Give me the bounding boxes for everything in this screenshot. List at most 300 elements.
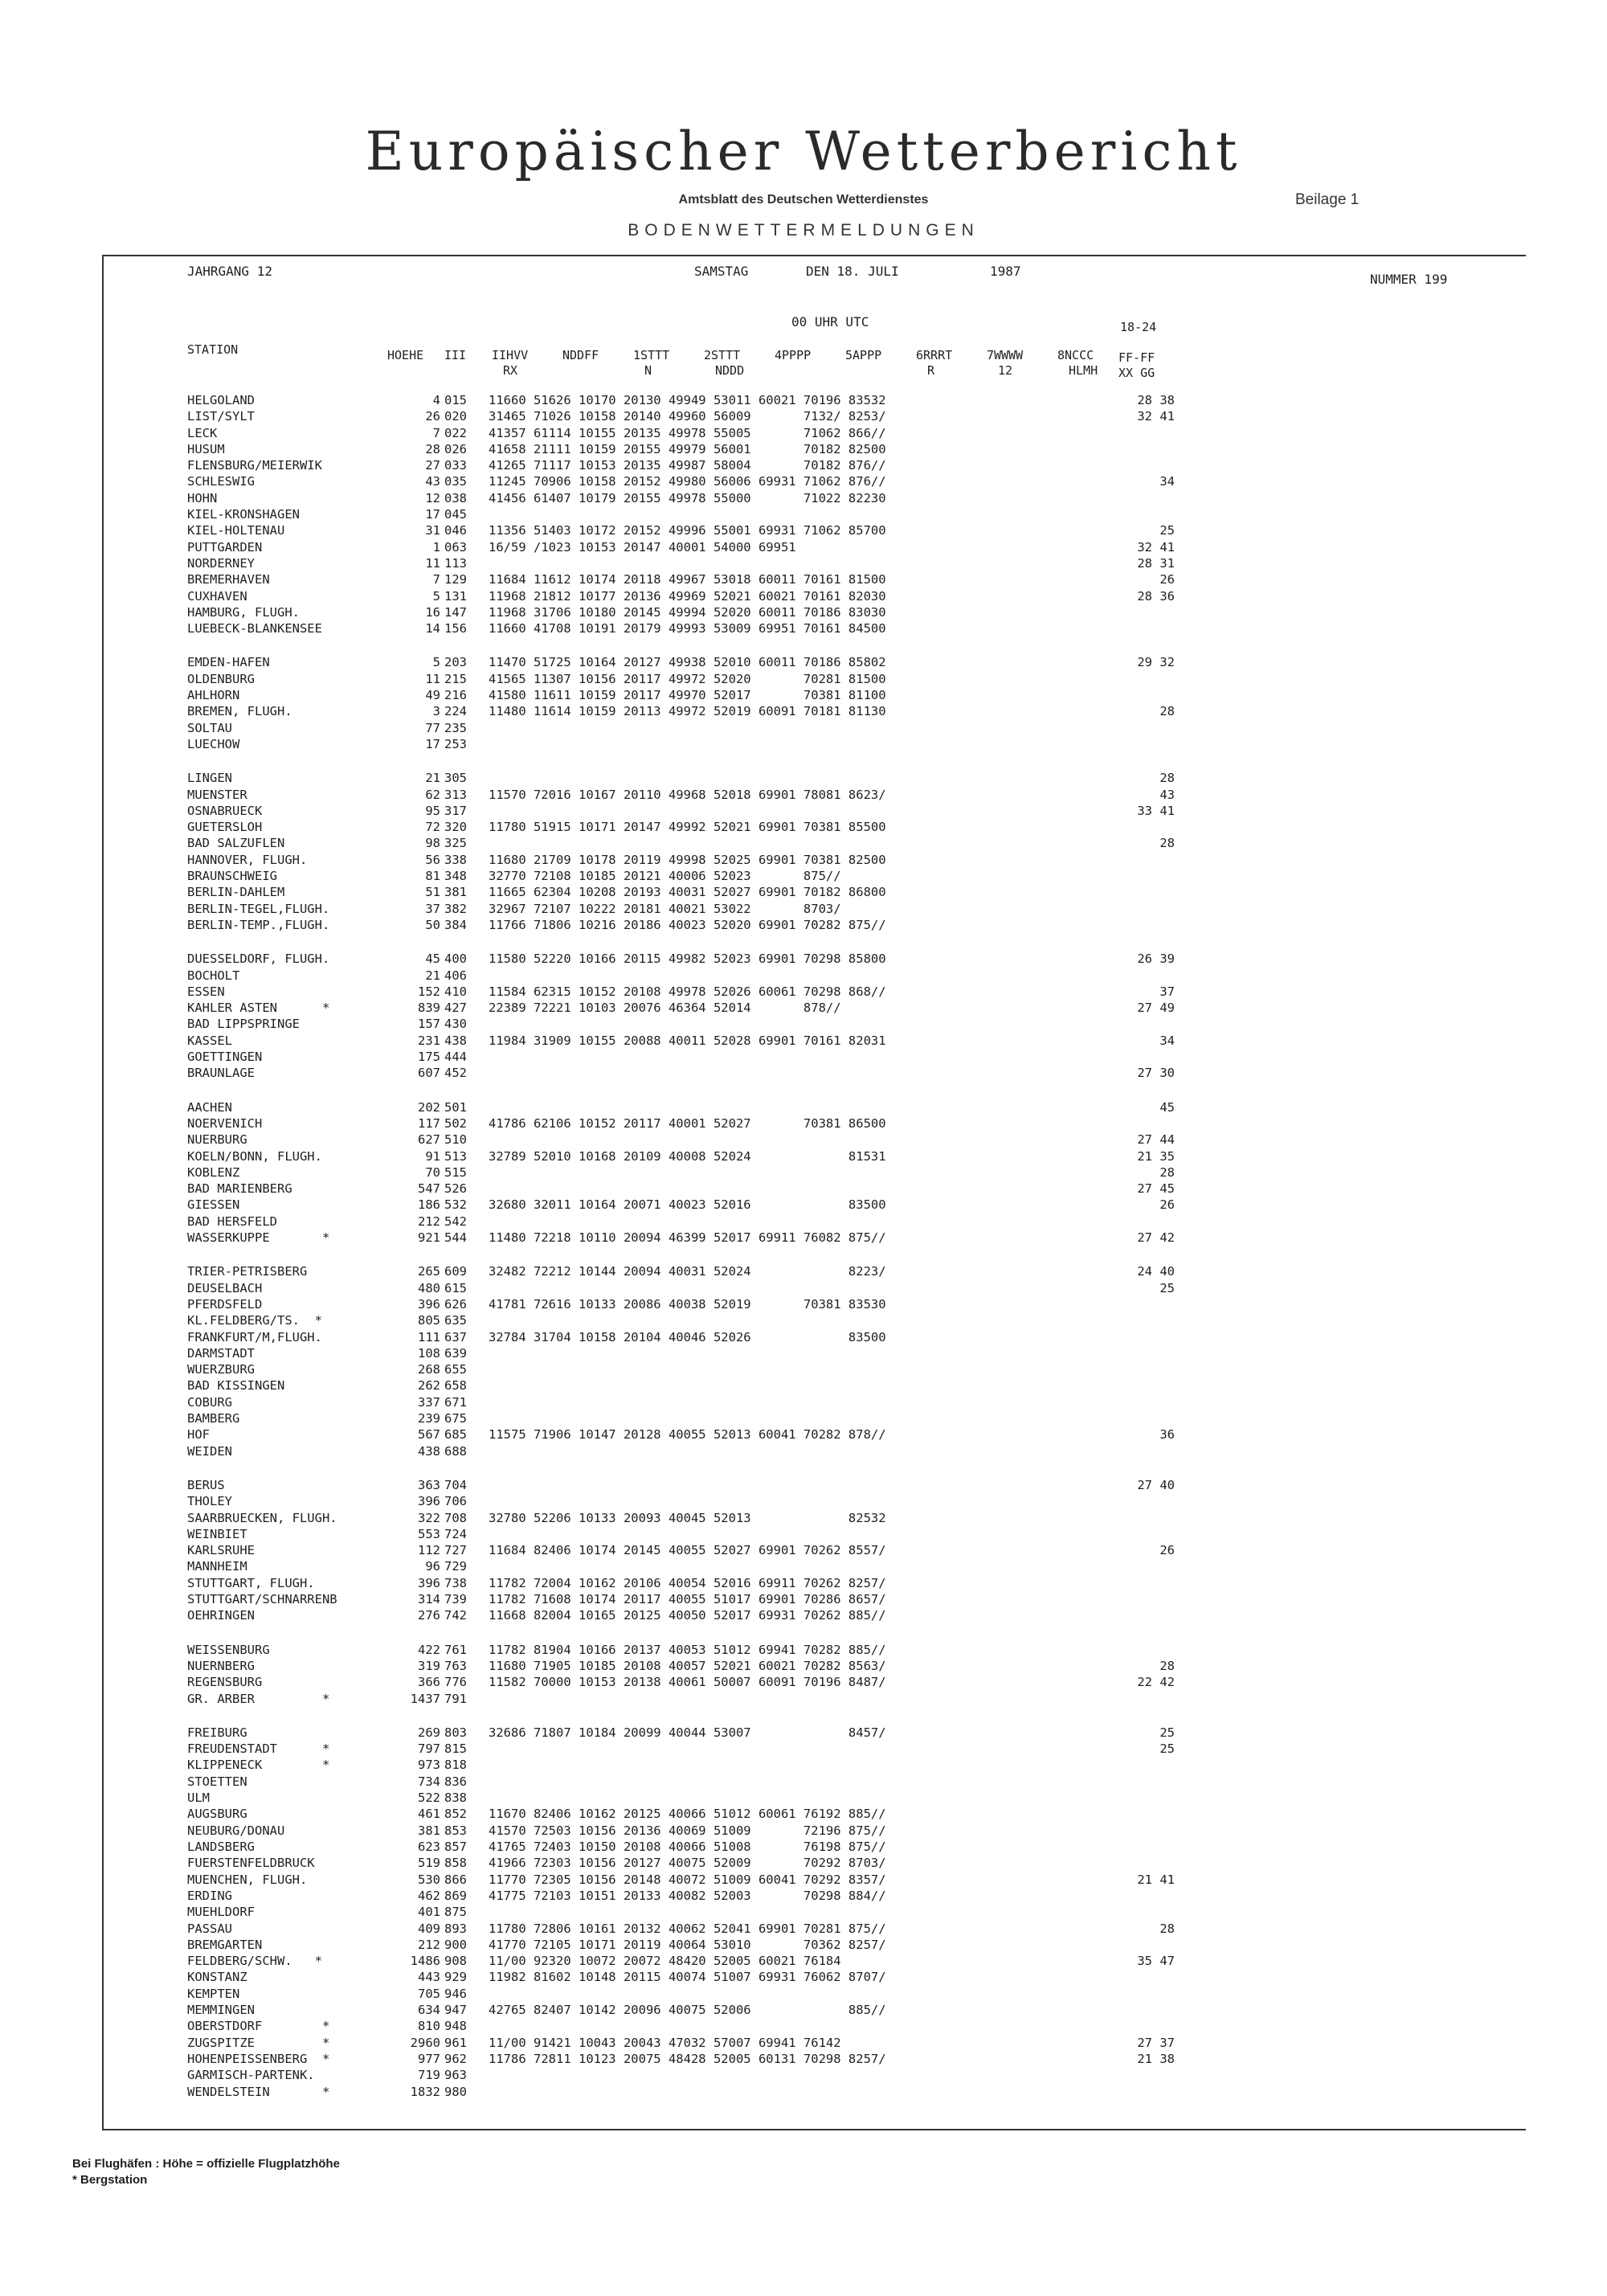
wind-gusts: 27 40 <box>1137 1478 1175 1492</box>
station-name: NORDERNEY <box>187 556 255 571</box>
station-height: 810 <box>418 2019 440 2033</box>
station-height: 921 <box>418 1230 440 1245</box>
column-header: III <box>444 348 467 362</box>
wind-gusts: 27 37 <box>1137 2036 1175 2050</box>
station-height: 322 <box>418 1511 440 1525</box>
wind-gusts: 27 42 <box>1137 1230 1175 1245</box>
station-height: 522 <box>418 1791 440 1805</box>
station-height: 1 <box>432 540 440 555</box>
station-id: 908 <box>444 1954 467 1968</box>
station-row <box>0 1197 1607 1213</box>
station-height: 438 <box>418 1444 440 1459</box>
observation-groups: 41580 11611 10159 20117 49970 52017 70381 81100 <box>489 688 886 702</box>
station-row <box>0 1774 1607 1790</box>
station-row <box>0 1872 1607 1888</box>
observation-groups: 41456 61407 10179 20155 49978 55000 71022 82230 <box>489 491 886 505</box>
station-id: 438 <box>444 1033 467 1048</box>
station-height: 553 <box>418 1527 440 1541</box>
station-name: LANDSBERG <box>187 1840 255 1854</box>
station-id: 410 <box>444 984 467 999</box>
station-row <box>0 1823 1607 1839</box>
station-name: MUENCHEN, FLUGH. <box>187 1872 308 1887</box>
station-id: 947 <box>444 2003 467 2017</box>
observation-groups: 11470 51725 10164 20127 49938 52010 60011 70186 85802 <box>489 655 886 669</box>
station-row <box>0 1937 1607 1953</box>
station-height: 839 <box>418 1001 440 1015</box>
station-id: 803 <box>444 1725 467 1740</box>
station-height: 231 <box>418 1033 440 1048</box>
observation-groups: 11582 70000 10153 20138 40061 50007 60091 70196 8487/ <box>489 1675 886 1689</box>
station-name: MANNHEIM <box>187 1559 247 1574</box>
station-name: KAHLER ASTEN * <box>187 1001 330 1015</box>
station-id: 818 <box>444 1758 467 1772</box>
station-row <box>0 1213 1607 1230</box>
wind-gusts: 34 <box>1159 474 1175 489</box>
station-height: 14 <box>425 621 440 636</box>
station-id: 305 <box>444 771 467 785</box>
station-id: 708 <box>444 1511 467 1525</box>
observation-groups: 11782 72004 10162 20106 40054 52016 69911 70262 8257/ <box>489 1576 886 1590</box>
station-row <box>0 1426 1607 1443</box>
station-row <box>0 473 1607 489</box>
station-row <box>0 736 1607 752</box>
station-height: 51 <box>425 885 440 899</box>
station-id: 929 <box>444 1970 467 1984</box>
wind-gusts: 28 <box>1159 836 1175 850</box>
station-row <box>0 506 1607 522</box>
wind-gusts: 28 36 <box>1137 589 1175 604</box>
station-height: 530 <box>418 1872 440 1887</box>
observation-groups: 32789 52010 10168 20109 40008 52024 81531 <box>489 1149 886 1164</box>
station-row <box>0 2035 1607 2051</box>
station-id: 526 <box>444 1181 467 1196</box>
station-height: 443 <box>418 1970 440 1984</box>
station-height: 1486 <box>410 1954 440 1968</box>
observation-groups: 11684 11612 10174 20118 49967 53018 60011 70161 81500 <box>489 572 886 587</box>
station-height: 16 <box>425 605 440 620</box>
observation-groups: 11782 81904 10166 20137 40053 51012 69941 70282 885// <box>489 1643 886 1657</box>
station-height: 37 <box>425 902 440 916</box>
station-name: HANNOVER, FLUGH. <box>187 853 308 867</box>
wind-gusts: 28 <box>1159 1922 1175 1936</box>
observation-groups: 32967 72107 10222 20181 40021 53022 8703/ <box>489 902 841 916</box>
observation-groups: 32770 72108 10185 20121 40006 52023 875// <box>489 869 841 883</box>
station-id: 738 <box>444 1576 467 1590</box>
station-id: 113 <box>444 556 467 571</box>
station-height: 62 <box>425 788 440 802</box>
station-row <box>0 1230 1607 1246</box>
observation-groups: 41658 21111 10159 20155 49979 56001 70182 82500 <box>489 442 886 456</box>
station-row <box>0 968 1607 984</box>
station-id: 875 <box>444 1905 467 1919</box>
station-height: 607 <box>418 1066 440 1080</box>
column-header: RX <box>503 363 518 378</box>
column-header: HLMH <box>1069 363 1098 378</box>
column-header: 7WWWW <box>987 348 1024 362</box>
observation-groups: 11580 52220 10166 20115 49982 52023 69901 70298 85800 <box>489 952 886 966</box>
station-name: HUSUM <box>187 442 225 456</box>
station-row <box>0 1725 1607 1741</box>
wind-gusts: 26 <box>1159 572 1175 587</box>
station-height: 461 <box>418 1807 440 1821</box>
station-name: STUTTGART, FLUGH. <box>187 1576 315 1590</box>
wind-gusts: 32 41 <box>1137 540 1175 555</box>
station-height: 152 <box>418 984 440 999</box>
observation-groups: 41765 72403 10150 20108 40066 51008 76198 875// <box>489 1840 886 1854</box>
report-subtitle: Amtsblatt des Deutschen Wetterdienstes <box>678 193 929 207</box>
wind-gusts: 34 <box>1159 1033 1175 1048</box>
station-name: GUETERSLOH <box>187 820 263 834</box>
station-row <box>0 604 1607 620</box>
station-name: FREIBURG <box>187 1725 247 1740</box>
station-row <box>0 803 1607 819</box>
station-row <box>0 555 1607 571</box>
column-header: NDDD <box>715 363 745 378</box>
station-row <box>0 539 1607 555</box>
year-label: 1987 <box>990 264 1021 279</box>
station-row <box>0 1394 1607 1410</box>
station-id: 776 <box>444 1675 467 1689</box>
station-row <box>0 1839 1607 1855</box>
station-id: 791 <box>444 1692 467 1706</box>
station-id: 739 <box>444 1592 467 1606</box>
station-row <box>0 868 1607 884</box>
station-id: 869 <box>444 1889 467 1903</box>
station-id: 501 <box>444 1100 467 1115</box>
station-height: 262 <box>418 1378 440 1393</box>
station-row <box>0 1164 1607 1181</box>
station-name: ERDING <box>187 1889 232 1903</box>
station-name: PFERDSFELD <box>187 1297 263 1312</box>
station-id: 963 <box>444 2068 467 2082</box>
wind-gusts: 25 <box>1159 1741 1175 1756</box>
station-id: 704 <box>444 1478 467 1492</box>
station-name: BAD HERSFELD <box>187 1214 277 1229</box>
station-name: FLENSBURG/MEIERWIK <box>187 458 322 473</box>
wind-gusts: 32 41 <box>1137 409 1175 424</box>
station-height: 17 <box>425 737 440 751</box>
station-name: AACHEN <box>187 1100 232 1115</box>
station-row <box>0 1361 1607 1377</box>
station-row <box>0 1181 1607 1197</box>
station-name: SOLTAU <box>187 721 232 735</box>
observation-groups: 11766 71806 10216 20186 40023 52020 69901 70282 875// <box>489 918 886 932</box>
station-name: ZUGSPITZE * <box>187 2036 330 2050</box>
station-height: 269 <box>418 1725 440 1740</box>
station-id: 129 <box>444 572 467 587</box>
station-height: 268 <box>418 1362 440 1377</box>
station-row <box>0 703 1607 719</box>
station-row <box>0 1065 1607 1081</box>
wind-gusts: 27 44 <box>1137 1132 1175 1147</box>
station-id: 325 <box>444 836 467 850</box>
observation-groups: 41265 71117 10153 20135 49987 58004 70182 876// <box>489 458 886 473</box>
station-id: 015 <box>444 393 467 407</box>
station-id: 658 <box>444 1378 467 1393</box>
observation-groups: 11770 72305 10156 20148 40072 51009 60041 70292 8357/ <box>489 1872 886 1887</box>
station-row <box>0 1493 1607 1509</box>
footnote-mountain-station: * Bergstation <box>72 2173 148 2187</box>
station-name: PASSAU <box>187 1922 232 1936</box>
station-height: 567 <box>418 1427 440 1442</box>
station-name: BAD LIPPSPRINGE <box>187 1017 300 1031</box>
observation-groups: 11480 11614 10159 20113 49972 52019 60091 70181 81130 <box>489 704 886 718</box>
station-name: OBERSTDORF * <box>187 2019 330 2033</box>
station-id: 980 <box>444 2085 467 2099</box>
column-header: 8NCCC <box>1057 348 1094 362</box>
station-height: 186 <box>418 1197 440 1212</box>
station-id: 338 <box>444 853 467 867</box>
station-height: 396 <box>418 1576 440 1590</box>
wind-gusts: 25 <box>1159 523 1175 538</box>
station-id: 836 <box>444 1774 467 1789</box>
station-name: THOLEY <box>187 1494 232 1508</box>
station-name: BAMBERG <box>187 1411 240 1426</box>
period-label: 18-24 <box>1120 320 1157 334</box>
station-id: 742 <box>444 1608 467 1623</box>
wind-gusts: 25 <box>1159 1725 1175 1740</box>
station-name: AHLHORN <box>187 688 240 702</box>
station-row <box>0 1000 1607 1016</box>
station-id: 515 <box>444 1165 467 1180</box>
station-row <box>0 1329 1607 1345</box>
station-row <box>0 1986 1607 2002</box>
station-row <box>0 1855 1607 1871</box>
station-row <box>0 819 1607 835</box>
station-height: 45 <box>425 952 440 966</box>
station-name: LUECHOW <box>187 737 240 751</box>
station-name: WUERZBURG <box>187 1362 255 1377</box>
observation-groups: 11245 70906 10158 20152 49980 56006 69931 71062 876// <box>489 474 886 489</box>
observation-groups: 11356 51403 10172 20152 49996 55001 69931 71062 85700 <box>489 523 886 538</box>
station-id: 948 <box>444 2019 467 2033</box>
station-height: 337 <box>418 1395 440 1410</box>
station-name: OSNABRUECK <box>187 804 263 818</box>
station-name: BERUS <box>187 1478 225 1492</box>
station-row <box>0 787 1607 803</box>
station-id: 688 <box>444 1444 467 1459</box>
station-height: 7 <box>432 426 440 440</box>
station-height: 519 <box>418 1856 440 1870</box>
station-height: 634 <box>418 2003 440 2017</box>
station-name: ESSEN <box>187 984 225 999</box>
station-row <box>0 1591 1607 1607</box>
station-name: STOETTEN <box>187 1774 247 1789</box>
station-id: 857 <box>444 1840 467 1854</box>
station-height: 480 <box>418 1281 440 1295</box>
station-row <box>0 2084 1607 2100</box>
station-height: 72 <box>425 820 440 834</box>
station-id: 675 <box>444 1411 467 1426</box>
station-name: GR. ARBER * <box>187 1692 330 1706</box>
station-row <box>0 620 1607 636</box>
station-name: GARMISCH-PARTENK. <box>187 2068 315 2082</box>
station-id: 381 <box>444 885 467 899</box>
station-id: 215 <box>444 672 467 686</box>
station-height: 239 <box>418 1411 440 1426</box>
column-header: 12 <box>998 363 1013 378</box>
station-row <box>0 588 1607 604</box>
station-height: 56 <box>425 853 440 867</box>
station-row <box>0 1280 1607 1296</box>
weekday-label: SAMSTAG <box>694 264 749 279</box>
station-id: 020 <box>444 409 467 424</box>
station-height: 705 <box>418 1987 440 2001</box>
station-name: DUESSELDORF, FLUGH. <box>187 952 330 966</box>
station-row <box>0 522 1607 538</box>
station-row <box>0 1115 1607 1132</box>
wind-gusts: 21 41 <box>1137 1872 1175 1887</box>
station-row <box>0 457 1607 473</box>
station-row <box>0 1904 1607 1920</box>
station-name: COBURG <box>187 1395 232 1410</box>
station-name: WEINBIET <box>187 1527 247 1541</box>
station-id: 026 <box>444 442 467 456</box>
wind-gusts: 28 <box>1159 771 1175 785</box>
station-name: DARMSTADT <box>187 1346 255 1361</box>
station-id: 729 <box>444 1559 467 1574</box>
station-height: 81 <box>425 869 440 883</box>
station-row <box>0 2002 1607 2018</box>
station-name: MUEHLDORF <box>187 1905 255 1919</box>
station-row <box>0 1312 1607 1328</box>
station-id: 852 <box>444 1807 467 1821</box>
station-row <box>0 1888 1607 1904</box>
station-name: TRIER-PETRISBERG <box>187 1264 308 1279</box>
observation-groups: 32784 31704 10158 20104 40046 52026 83500 <box>489 1330 886 1344</box>
column-header: 1STTT <box>633 348 670 362</box>
station-row <box>0 1477 1607 1493</box>
observation-groups: 11660 51626 10170 20130 49949 53011 60021 70196 83532 <box>489 393 886 407</box>
wind-gusts: 26 39 <box>1137 952 1175 966</box>
station-id: 639 <box>444 1346 467 1361</box>
station-height: 4 <box>432 393 440 407</box>
wind-gusts: 28 <box>1159 704 1175 718</box>
station-row <box>0 1575 1607 1591</box>
station-name: OEHRINGEN <box>187 1608 255 1623</box>
station-height: 108 <box>418 1346 440 1361</box>
station-id: 156 <box>444 621 467 636</box>
station-row <box>0 1099 1607 1115</box>
wind-gusts: 36 <box>1159 1427 1175 1442</box>
observation-groups: 31465 71026 10158 20140 49960 56009 7132/ 8253/ <box>489 409 886 424</box>
station-row <box>0 1526 1607 1542</box>
station-id: 502 <box>444 1116 467 1131</box>
station-row <box>0 901 1607 917</box>
observation-groups: 11968 21812 10177 20136 49969 52021 60021 70161 82030 <box>489 589 886 604</box>
station-id: 035 <box>444 474 467 489</box>
station-height: 21 <box>425 968 440 983</box>
station-row <box>0 1132 1607 1148</box>
observation-groups: 11584 62315 10152 20108 49978 52026 60061 70298 868// <box>489 984 886 999</box>
station-name: KARLSRUHE <box>187 1543 255 1557</box>
column-header: R <box>927 363 935 378</box>
station-row <box>0 1757 1607 1773</box>
station-height: 381 <box>418 1823 440 1838</box>
observation-groups: 11575 71906 10147 20128 40055 52013 60041 70282 878// <box>489 1427 886 1442</box>
station-height: 396 <box>418 1494 440 1508</box>
station-name: BRAUNLAGE <box>187 1066 255 1080</box>
station-id: 216 <box>444 688 467 702</box>
station-name: LINGEN <box>187 771 232 785</box>
station-name: BREMERHAVEN <box>187 572 270 587</box>
station-height: 797 <box>418 1741 440 1756</box>
station-row <box>0 392 1607 408</box>
observation-groups: 11684 82406 10174 20145 40055 52027 69901 70262 8557/ <box>489 1543 886 1557</box>
station-height: 314 <box>418 1592 440 1606</box>
station-row <box>0 671 1607 687</box>
observation-time: 00 UHR UTC <box>791 314 869 329</box>
station-row <box>0 1969 1607 1985</box>
station-height: 719 <box>418 2068 440 2082</box>
station-height: 422 <box>418 1643 440 1657</box>
footnote-airports: Bei Flughäfen : Höhe = offizielle Flugplatzhöhe <box>72 2157 340 2171</box>
station-row <box>0 1033 1607 1049</box>
station-row <box>0 1790 1607 1806</box>
station-row <box>0 770 1607 786</box>
observation-groups: 11780 51915 10171 20147 49992 52021 69901 70381 85500 <box>489 820 886 834</box>
station-row <box>0 490 1607 506</box>
station-name: BREMEN, FLUGH. <box>187 704 292 718</box>
station-height: 265 <box>418 1264 440 1279</box>
column-header: 6RRRT <box>916 348 953 362</box>
station-row <box>0 1443 1607 1459</box>
station-height: 28 <box>425 442 440 456</box>
station-name: KOBLENZ <box>187 1165 240 1180</box>
station-id: 131 <box>444 589 467 604</box>
station-height: 26 <box>425 409 440 424</box>
station-id: 727 <box>444 1543 467 1557</box>
wind-gusts: 43 <box>1159 788 1175 802</box>
station-height: 157 <box>418 1017 440 1031</box>
station-id: 893 <box>444 1922 467 1936</box>
station-height: 276 <box>418 1608 440 1623</box>
section-title: BODENWETTERMELDUNGEN <box>628 221 979 239</box>
station-name: GOETTINGEN <box>187 1050 263 1064</box>
station-name: BREMGARTEN <box>187 1938 263 1952</box>
station-id: 637 <box>444 1330 467 1344</box>
station-id: 671 <box>444 1395 467 1410</box>
station-height: 31 <box>425 523 440 538</box>
station-row <box>0 951 1607 967</box>
station-name: DEUSELBACH <box>187 1281 263 1295</box>
station-id: 626 <box>444 1297 467 1312</box>
observation-groups: 41781 72616 10133 20086 40038 52019 70381 83530 <box>489 1297 886 1312</box>
station-name: BERLIN-TEGEL,FLUGH. <box>187 902 330 916</box>
station-height: 396 <box>418 1297 440 1312</box>
station-height: 11 <box>425 672 440 686</box>
station-id: 724 <box>444 1527 467 1541</box>
station-height: 734 <box>418 1774 440 1789</box>
station-id: 038 <box>444 491 467 505</box>
wind-gusts: 29 32 <box>1137 655 1175 669</box>
station-height: 319 <box>418 1659 440 1673</box>
station-name: NUERNBERG <box>187 1659 255 1673</box>
station-row <box>0 1049 1607 1065</box>
observation-groups: 32482 72212 10144 20094 40031 52024 8223/ <box>489 1264 886 1279</box>
station-id: 544 <box>444 1230 467 1245</box>
observation-groups: 41357 61114 10155 20135 49978 55005 71062 866// <box>489 426 886 440</box>
station-id: 706 <box>444 1494 467 1508</box>
station-row <box>0 720 1607 736</box>
station-name: BRAUNSCHWEIG <box>187 869 277 883</box>
wind-gusts: 27 49 <box>1137 1001 1175 1015</box>
column-header: N <box>644 363 652 378</box>
station-height: 77 <box>425 721 440 735</box>
station-height: 91 <box>425 1149 440 1164</box>
wind-gusts: 22 42 <box>1137 1675 1175 1689</box>
station-name: KIEL-HOLTENAU <box>187 523 285 538</box>
